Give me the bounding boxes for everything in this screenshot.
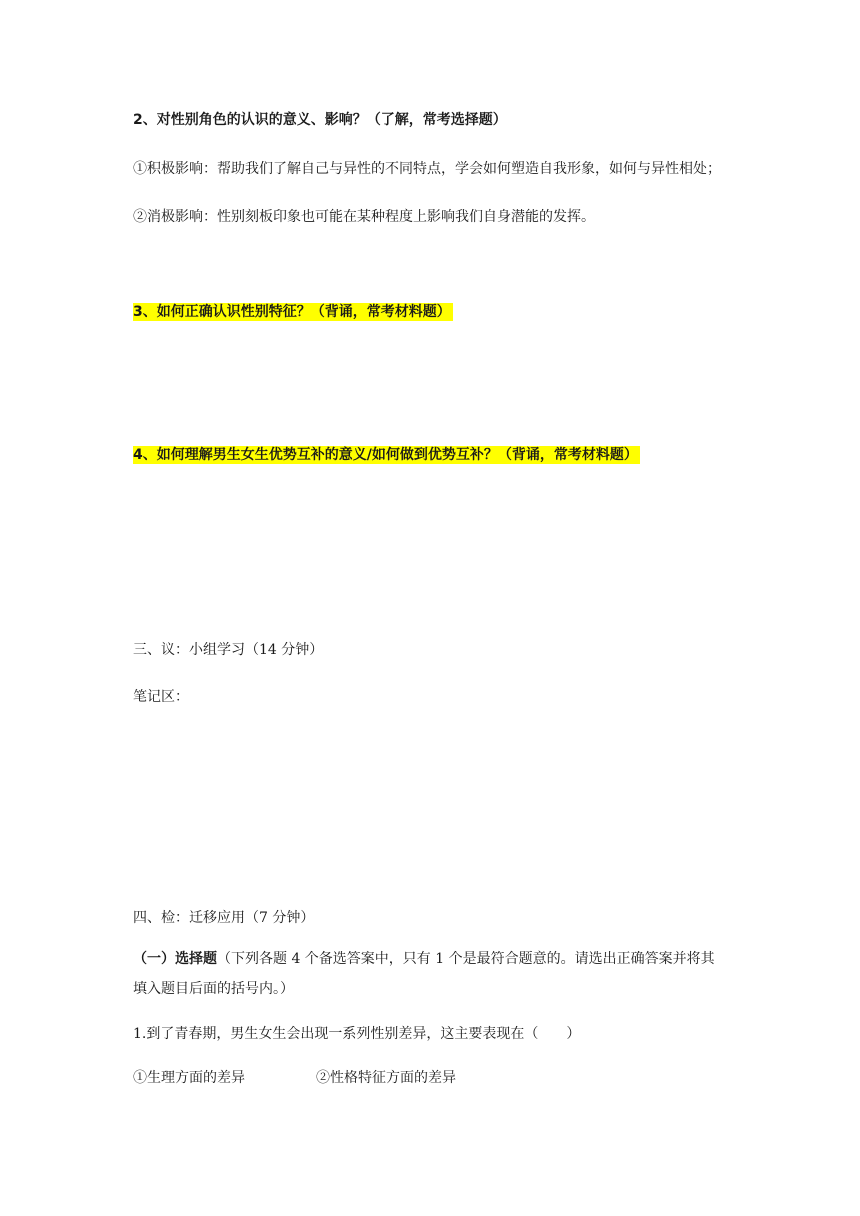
mc-instructions-line1: （下列各题 4 个备选答案中，只有 1 个是最符合题意的。请选出正确答案并将其 [217,951,715,967]
q2-positive-impact: ①积极影响：帮助我们了解自己与异性的不同特点，学会如何塑造自我形象，如何与异性相处； [133,161,721,177]
notes-label: 笔记区： [133,689,189,705]
section3-title: 三、议：小组学习（14 分钟） [133,642,324,658]
q4-heading [133,445,640,465]
section4-title: 四、检：迁移应用（7 分钟） [133,910,315,926]
mc-label: （一）选择题 [133,951,217,967]
q3-heading-highlight: 3、如何正确认识性别特征？（背诵，常考材料题） [133,304,451,320]
question-1-option-2: ②性格特征方面的差异 [316,1070,456,1086]
question-1-option-1: ①生理方面的差异 [133,1070,245,1086]
mc-instructions [133,949,715,969]
q2-heading: 2、对性别角色的认识的意义、影响？（了解，常考选择题） [133,112,507,128]
mc-instructions-line2: 填入题目后面的括号内。） [133,981,294,997]
q3-heading [133,302,453,322]
q2-negative-impact: ②消极影响：性别刻板印象也可能在某种程度上影响我们自身潜能的发挥。 [133,209,595,225]
question-1: 1.到了青春期，男生女生会出现一系列性别差异，这主要表现在（ ） [133,1026,581,1042]
q4-heading-highlight: 4、如何理解男生女生优势互补的意义/如何做到优势互补？（背诵，常考材料题） [133,447,638,463]
